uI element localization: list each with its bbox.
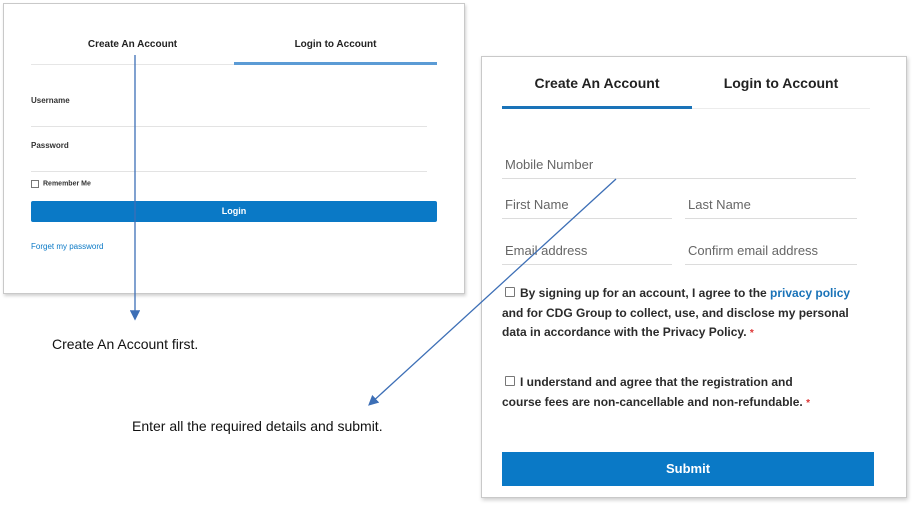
username-label: Username: [31, 96, 70, 105]
privacy-consent-required: *: [749, 328, 754, 339]
tab-create-account[interactable]: Create An Account: [87, 39, 178, 50]
tab-login-account-inactive[interactable]: Login to Account: [723, 75, 839, 91]
login-button[interactable]: Login: [31, 201, 437, 222]
remember-me-label: Remember Me: [43, 180, 91, 188]
tab-create-account-active[interactable]: Create An Account: [534, 75, 660, 91]
privacy-policy-link[interactable]: privacy policy: [770, 286, 851, 300]
annotation-step1: Create An Account first.: [52, 336, 199, 352]
arrow-step2: [370, 179, 616, 404]
password-label: Password: [31, 141, 69, 150]
fees-consent-text: I understand and agree that the registration and course fees are non-cancellable and non-refundable.: [502, 375, 803, 409]
forgot-password-link[interactable]: Forget my password: [31, 242, 104, 251]
tab-login-account[interactable]: Login to Account: [234, 34, 437, 65]
submit-button[interactable]: Submit: [502, 452, 874, 486]
annotation-step2: Enter all the required details and submit.: [132, 418, 383, 434]
privacy-consent-text-after: and for CDG Group to collect, use, and disclose my personal data in accordance with the Privacy Policy.: [502, 305, 849, 339]
fees-consent-required: *: [806, 397, 810, 409]
privacy-consent-text-before: By signing up for an account, I agree to the: [520, 286, 771, 300]
